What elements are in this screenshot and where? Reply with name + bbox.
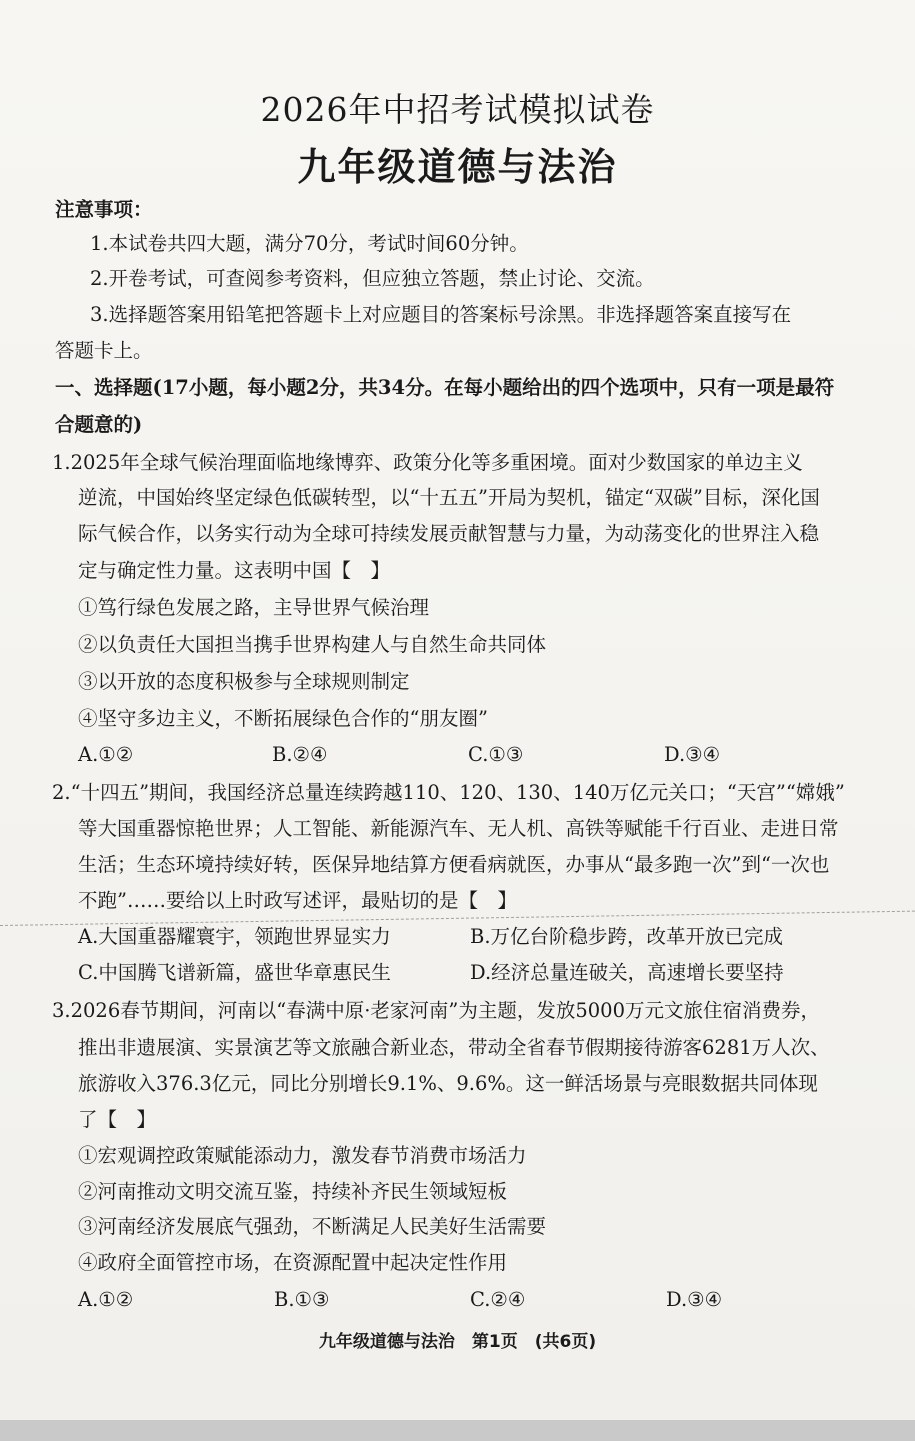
q2-option-b: B.万亿台阶稳步跨，改革开放已完成 bbox=[470, 925, 784, 948]
q1-statement-3: ③以开放的态度积极参与全球规则制定 bbox=[78, 670, 410, 693]
q3-statement-1: ①宏观调控政策赋能添动力，激发春节消费市场活力 bbox=[78, 1144, 527, 1167]
q2-line-2: 等大国重器惊艳世界；人工智能、新能源汽车、无人机、高铁等赋能千行百业、走进日常 bbox=[78, 817, 839, 840]
q3-option-b: B.①③ bbox=[274, 1288, 330, 1311]
q3-statement-2: ②河南推动文明交流互鉴，持续补齐民生领域短板 bbox=[78, 1180, 508, 1203]
subject-title: 九年级道德与法治 bbox=[297, 144, 618, 189]
bottom-edge bbox=[0, 1420, 915, 1441]
section1-heading: 一、选择题(17小题，每小题2分，共34分。在每小题给出的四个选项中，只有一项是最符 bbox=[55, 376, 835, 399]
q1-option-a: A.①② bbox=[78, 743, 134, 766]
exam-title: 2026年中招考试模拟试卷 bbox=[260, 90, 655, 129]
q1-option-c: C.①③ bbox=[468, 743, 524, 766]
q3-statement-3: ③河南经济发展底气强劲，不断满足人民美好生活需要 bbox=[78, 1215, 547, 1238]
q1-option-d: D.③④ bbox=[664, 743, 721, 766]
notice-heading: 注意事项： bbox=[55, 198, 153, 221]
q1-line-2: 逆流，中国始终坚定绿色低碳转型，以“十五五”开局为契机，锚定“双碳”目标，深化国 bbox=[78, 486, 820, 509]
q3-line-1: 3.2026春节期间，河南以“春满中原·老家河南”为主题，发放5000万元文旅住宿消费券， bbox=[52, 999, 820, 1022]
q2-line-3: 生活；生态环境持续好转，医保异地结算方便看病就医，办事从“最多跑一次”到“一次也 bbox=[78, 853, 830, 876]
q2-line-4: 不跑”……要给以上时政写述评，最贴切的是【 】 bbox=[78, 889, 517, 912]
notice-item-3: 3.选择题答案用铅笔把答题卡上对应题目的答案标号涂黑。非选择题答案直接写在 bbox=[90, 303, 792, 326]
q2-option-a: A.大国重器耀寰宇，领跑世界显实力 bbox=[78, 925, 391, 948]
q1-statement-1: ①笃行绿色发展之路，主导世界气候治理 bbox=[78, 596, 430, 619]
q2-line-1: 2.“十四五”期间，我国经济总量连续跨越110、120、130、140万亿元关口；“天宫”“嫦娥” bbox=[52, 781, 845, 804]
page-footer: 九年级道德与法治 第1页 (共6页) bbox=[318, 1332, 597, 1352]
q3-statement-4: ④政府全面管控市场，在资源配置中起决定性作用 bbox=[78, 1251, 508, 1274]
q1-line-4: 定与确定性力量。这表明中国【 】 bbox=[78, 559, 391, 582]
notice-item-1: 1.本试卷共四大题，满分70分，考试时间60分钟。 bbox=[90, 232, 529, 255]
q3-line-2: 推出非遗展演、实景演艺等文旅融合新业态，带动全省春节假期接待游客6281万人次、 bbox=[78, 1036, 830, 1059]
q3-option-c: C.②④ bbox=[470, 1288, 526, 1311]
q2-option-c: C.中国腾飞谱新篇，盛世华章惠民生 bbox=[78, 961, 391, 984]
q1-line-1: 1.2025年全球气候治理面临地缘博弈、政策分化等多重困境。面对少数国家的单边主义 bbox=[52, 451, 803, 474]
q3-option-d: D.③④ bbox=[666, 1288, 723, 1311]
q3-option-a: A.①② bbox=[78, 1288, 134, 1311]
notice-item-3-cont: 答题卡上。 bbox=[55, 339, 153, 362]
notice-item-2: 2.开卷考试，可查阅参考资料，但应独立答题，禁止讨论、交流。 bbox=[90, 267, 655, 290]
q3-line-3: 旅游收入376.3亿元，同比分别增长9.1%、9.6%。这一鲜活场景与亮眼数据共同体现 bbox=[78, 1072, 818, 1095]
q1-line-3: 际气候合作，以务实行动为全球可持续发展贡献智慧与力量，为动荡变化的世界注入稳 bbox=[78, 522, 820, 545]
section1-heading-cont: 合题意的) bbox=[55, 413, 143, 436]
q2-option-d: D.经济总量连破关，高速增长要坚持 bbox=[470, 961, 784, 984]
q1-option-b: B.②④ bbox=[272, 743, 328, 766]
q1-statement-4: ④坚守多边主义，不断拓展绿色合作的“朋友圈” bbox=[78, 707, 488, 730]
q1-statement-2: ②以负责任大国担当携手世界构建人与自然生命共同体 bbox=[78, 633, 547, 656]
q3-line-4: 了【 】 bbox=[78, 1108, 157, 1131]
